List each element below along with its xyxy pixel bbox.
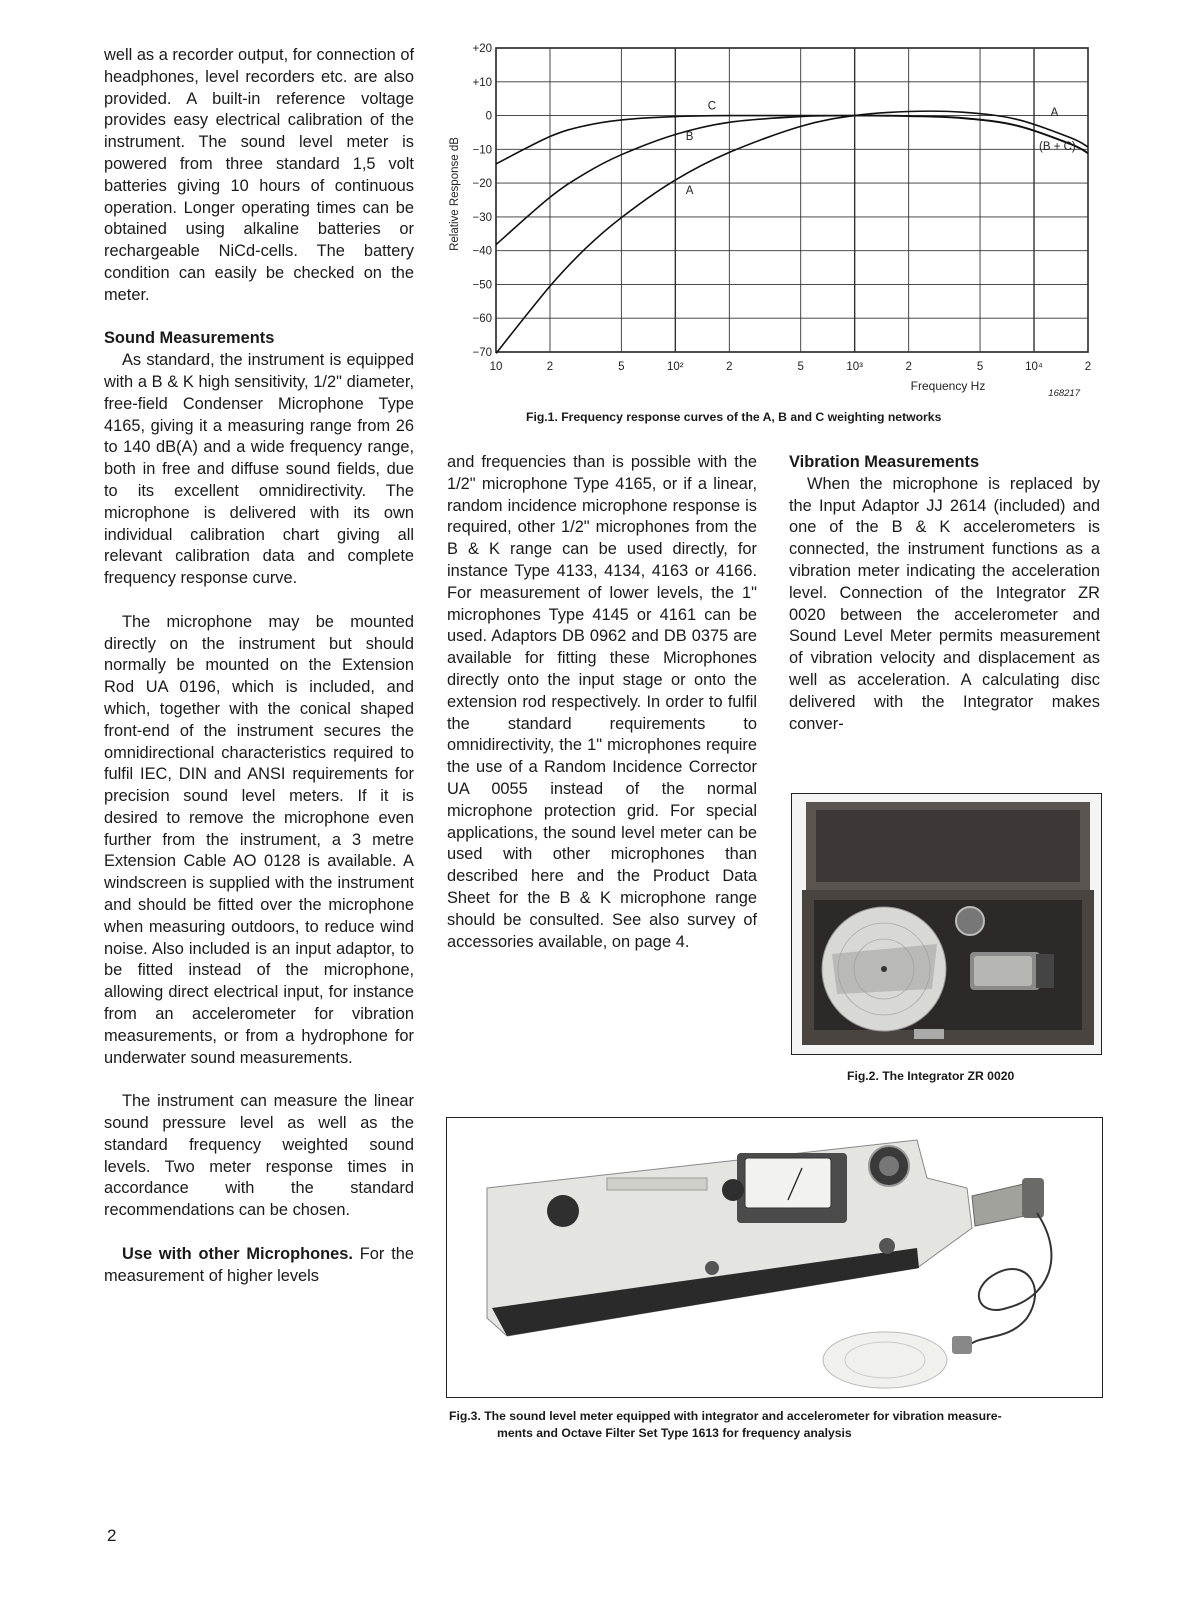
other-microphones-lead: Use with other Microphones.	[122, 1244, 353, 1263]
left-column	[104, 45, 414, 1287]
curve-label: A	[685, 184, 694, 197]
y-tick-label: −70	[472, 347, 492, 359]
chart-curves	[496, 111, 1088, 353]
y-tick-label: −10	[472, 144, 492, 157]
x-tick-label: 2	[1084, 361, 1092, 373]
y-axis-label: Relative Response dB	[449, 137, 461, 251]
figure-id: 168217	[1048, 388, 1080, 399]
y-tick-label: −20	[472, 178, 492, 191]
y-tick-label: −50	[472, 279, 492, 292]
mounting-paragraph: The microphone may be mounted directly on the instrument but should normally be mounted on the Extension Rod UA 0196, which is included, and which, together with the conical shaped front-end of the instrument secures the omnidirectional characteristics required to fulfil IEC, DIN and ANSI requirements for precision sound level meters. If it is desired to remove the microphone even further from the instrument, a 3 metre Extension Cable AO 0128 is available. A windscreen is supplied with the instrument and should be fitted over the microphone when measuring outdoors, to reduce wind noise. Also included is an input adaptor, to be fitted instead of the microphone, allowing direct electrical input, for instance from an accelerometer for vibration measurements, or from a hydrophone for underwater sound measurements.	[104, 612, 414, 1067]
x-tick-labels	[490, 361, 1092, 373]
intro-paragraph: well as a recorder output, for connection of headphones, level recorders etc. are also provided. A built-in reference voltage provides easy electrical calibration of the instrument. The sound level meter is powered from three standard 1,5 volt batteries giving 10 hours of continuous operation. Longer operating times can be obtained using alkaline batteries or rechargeable NiCd-cells. The battery condition can easily be checked on the meter.	[104, 46, 414, 304]
y-tick-labels	[472, 43, 492, 359]
sound-level-meter-photo	[446, 1117, 1103, 1398]
fig3-caption-line1: Fig.3. The sound level meter equipped with integrator and accelerometer for vibration measure-	[449, 1409, 1002, 1423]
plot-frame	[496, 48, 1088, 352]
fig3-caption-line2: ments and Octave Filter Set Type 1613 for frequency analysis	[497, 1426, 852, 1440]
y-tick-label: −60	[472, 313, 492, 326]
x-tick-label: 2	[726, 361, 733, 373]
curve-label: A	[1050, 107, 1059, 120]
accelerometer-icon	[952, 1336, 972, 1354]
x-tick-label: 2	[905, 361, 912, 373]
x-tick-label: 5	[618, 361, 625, 373]
fig2-caption: Fig.2. The Integrator ZR 0020	[847, 1069, 1015, 1083]
x-tick-label: 10⁴	[1025, 361, 1043, 373]
middle-paragraph: and frequencies than is possible with the 1/2" microphone Type 4165, or if a linear, random incidence microphone response is required, other 1/2" microphones from the B & K range can be used directly, for instance Type 4133, 4134, 4163 or 4166. For measurement of lower levels, the 1" microphones Type 4145 or 4161 can be used. Adaptors DB 0962 and DB 0375 are available for fitting these Microphones directly onto the input stage or onto the extension rod respectively. In order to fulfil the standard requirements to omnidirectivity, the 1" microphones require the use of a Random Incidence Corrector UA 0055 instead of the normal microphone protection grid. For special applications, the sound level meter can be used with other microphones than described here and the Product Data Sheet for the B & K microphone range should be consulted. See also survey of accessories available, on page 4.	[447, 453, 757, 951]
curve-label: C	[707, 100, 717, 113]
measurement-paragraph: The instrument can measure the linear sound pressure level as well as the standard frequency weighted sound levels. Two meter response times in accordance with the standard recommendations can be chosen.	[104, 1092, 414, 1220]
vibration-paragraph: When the microphone is replaced by the Input Adaptor JJ 2614 (included) and one of the B & K accelerometers is connected, the instrument functions as a vibration meter indicating the acceleration level. Connection of the Integrator ZR 0020 between the accelerometer and Sound Level Meter permits measurement of vibration velocity and displacement as well as acceleration. A calculating disc delivered with the Integrator makes conver-	[789, 474, 1100, 733]
x-tick-label: 5	[797, 361, 804, 373]
sound-measurements-heading: Sound Measurements	[104, 329, 275, 348]
middle-column	[447, 452, 757, 953]
x-tick-label: 5	[976, 361, 984, 373]
x-tick-label: 10²	[667, 361, 684, 373]
right-column	[789, 452, 1100, 735]
y-tick-label: −40	[472, 245, 492, 258]
fig1-caption: Fig.1. Frequency response curves of the A, B and C weighting networks	[526, 410, 942, 424]
curve-B	[496, 116, 1088, 245]
chart-grid	[496, 48, 1088, 352]
other-microphones-text: For the measurement of higher levels	[104, 1244, 414, 1285]
curve-A	[496, 111, 1088, 353]
other-microphones-paragraph	[104, 1244, 414, 1288]
x-axis-label: Frequency Hz	[910, 379, 986, 393]
y-tick-label: +10	[472, 76, 492, 89]
y-tick-label: 0	[485, 110, 492, 123]
vibration-measurements-heading: Vibration Measurements	[789, 453, 980, 471]
page-number: 2	[107, 1526, 117, 1545]
curve-label: (B + C)	[1039, 140, 1076, 153]
integrator-photo	[791, 793, 1102, 1055]
x-tick-label: 10³	[846, 361, 863, 373]
meter-dial-icon	[745, 1158, 831, 1208]
calculating-disc-icon	[823, 1332, 947, 1388]
microphone-paragraph: As standard, the instrument is equipped with a B & K high sensitivity, 1/2" diameter, free-field Condenser Microphone Type 4165, giving it a measuring range from 26 to 140 dB(A) and a wide frequency range, both in free and diffuse sound fields, due to its excellent omnidirectivity. The microphone is delivered with its own individual calibration chart giving all relevant calibration data and complete frequency response curve.	[104, 351, 414, 588]
y-tick-label: −30	[472, 211, 492, 224]
curve-label: B	[685, 130, 694, 143]
x-tick-label: 10	[489, 361, 503, 373]
curve-C	[496, 116, 1088, 164]
x-tick-label: 2	[546, 361, 554, 373]
y-tick-label: +20	[472, 43, 492, 55]
frequency-response-chart	[440, 36, 1108, 406]
